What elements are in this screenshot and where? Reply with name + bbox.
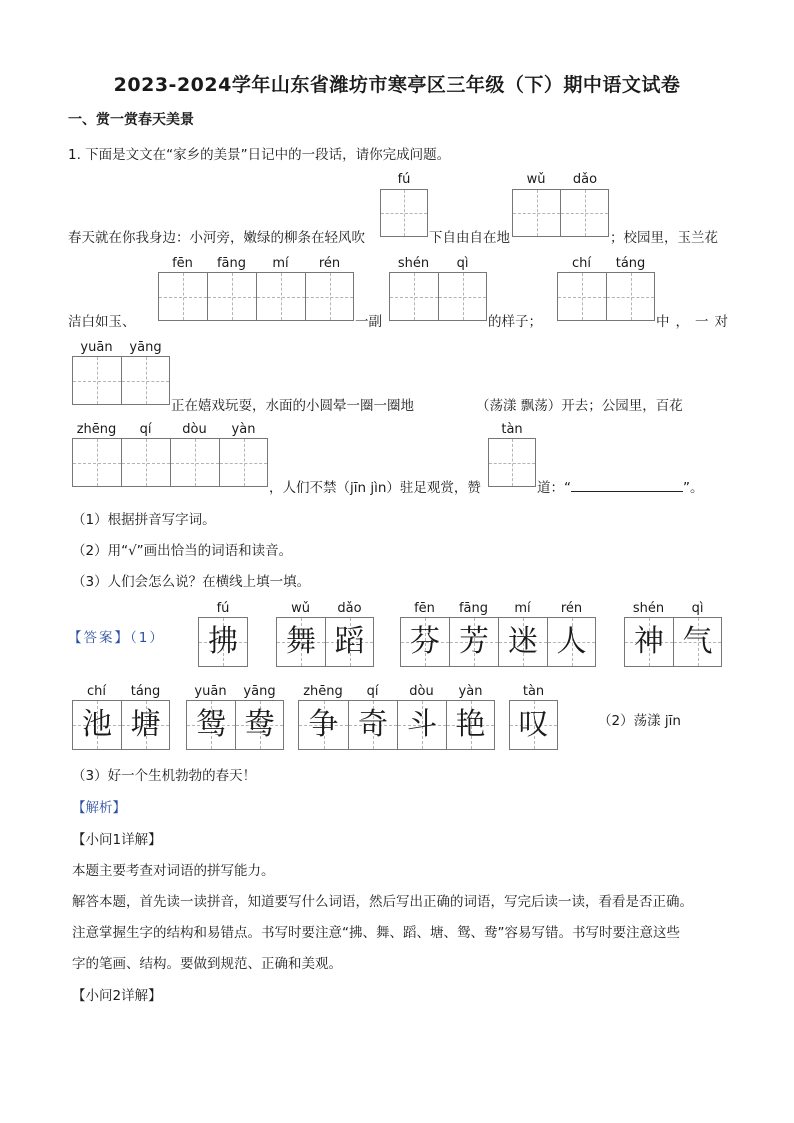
pinyin-label: yuān: [80, 340, 113, 355]
pinyin-label: fāng: [216, 256, 247, 271]
pinyin-label: yàn: [458, 684, 483, 699]
analysis-paragraph: 本题主要考查对词语的拼写能力。: [72, 863, 275, 879]
passage-text: 洁白如玉、: [68, 314, 136, 330]
pinyin-label: mí: [272, 256, 289, 271]
tian-grid-box[interactable]: [606, 272, 655, 321]
pinyin-label: shén: [632, 601, 665, 616]
question-prompt: 1. 下面是文文在“家乡的美景”日记中的一段话，请你完成问题。: [68, 147, 451, 163]
section-heading: 一、赏一赏春天美景: [68, 112, 194, 128]
analysis-subheading: 【小问2详解】: [72, 988, 162, 1004]
pinyin-label: wǔ: [291, 601, 310, 616]
answer-char-box: 池: [72, 700, 122, 750]
answer-char-box: 神: [624, 617, 674, 667]
answer-char-box: 人: [547, 617, 596, 667]
answer-char-box: 蹈: [325, 617, 374, 667]
passage-text: 的样子；: [488, 314, 542, 330]
tian-grid-box[interactable]: [256, 272, 306, 321]
tian-grid-box[interactable]: [121, 438, 171, 487]
pinyin-label: fú: [397, 172, 411, 187]
analysis-subheading: 【小问1详解】: [72, 832, 162, 848]
sub-question: （2）用“√”画出恰当的词语和读音。: [72, 543, 293, 559]
pinyin-label: dǎo: [337, 601, 362, 616]
passage-text: 下自由自在地: [429, 230, 510, 246]
passage-text: 中，一对: [656, 314, 734, 330]
pinyin-label: zhēng: [76, 422, 117, 437]
pinyin-label: zhēng: [303, 684, 343, 699]
pinyin-label: fēn: [172, 256, 193, 271]
tian-grid-box[interactable]: [438, 272, 487, 321]
answer-char-box: 芬: [400, 617, 450, 667]
analysis-label: 【解析】: [72, 800, 126, 816]
answer-char-box: 艳: [446, 700, 495, 750]
tian-grid-box[interactable]: [121, 356, 170, 405]
pinyin-label: dòu: [182, 422, 207, 437]
answer-char-box: 鸳: [186, 700, 236, 750]
pinyin-label: shén: [397, 256, 430, 271]
sub-question: （1）根据拼音写字词。: [72, 512, 216, 528]
answer-char-box: 塘: [121, 700, 170, 750]
pinyin-label: qí: [139, 422, 152, 437]
pinyin-label: fāng: [458, 601, 489, 616]
answer-label: 【答案】（1）: [68, 630, 165, 646]
pinyin-label: wǔ: [526, 172, 546, 187]
pinyin-label: yuān: [194, 684, 227, 699]
pinyin-label: yāng: [243, 684, 276, 699]
tian-grid-box[interactable]: [305, 272, 354, 321]
sub-question: （3）人们会怎么说？在横线上填一填。: [72, 574, 311, 590]
answer-part2: （2）荡漾 jīn: [598, 713, 681, 729]
pinyin-label: táng: [615, 256, 646, 271]
answer-blank-line[interactable]: [571, 479, 683, 492]
tian-grid-box[interactable]: [560, 189, 609, 237]
analysis-paragraph: 字的笔画、结构。要做到规范、正确和美观。: [72, 956, 342, 972]
passage-text: 道：“ ”。: [537, 480, 704, 496]
tian-grid-box[interactable]: [158, 272, 208, 321]
pinyin-label: fú: [216, 601, 230, 616]
tian-grid-box[interactable]: [72, 438, 122, 487]
pinyin-label: tàn: [522, 684, 545, 699]
word-choice-options[interactable]: （荡漾 飘荡）开去；公园里，百花: [476, 398, 683, 414]
pinyin-label: qí: [366, 684, 379, 699]
page-title: 2023-2024学年山东省潍坊市寒亭区三年级（下）期中语文试卷: [113, 74, 681, 96]
tian-grid-box[interactable]: [72, 356, 122, 405]
pinyin-label: qì: [691, 601, 704, 616]
pinyin-label: dòu: [409, 684, 434, 699]
passage-text: ，人们不禁（jīn jìn）驻足观赏，赞: [269, 480, 481, 496]
passage-text: 春天就在你我身边：小河旁，嫩绿的柳条在轻风吹: [68, 230, 365, 246]
answer-char-box: 舞: [276, 617, 326, 667]
answer-char-box: 鸯: [235, 700, 284, 750]
pinyin-label: dǎo: [572, 172, 598, 187]
tian-grid-box[interactable]: [219, 438, 268, 487]
answer-char-box: 气: [673, 617, 722, 667]
pinyin-label: yāng: [129, 340, 162, 355]
answer-char-box: 争: [298, 700, 349, 750]
pinyin-label: qì: [456, 256, 469, 271]
answer-part3: （3）好一个生机勃勃的春天！: [72, 768, 257, 784]
pinyin-label: rén: [560, 601, 583, 616]
answer-char-box: 叹: [509, 700, 558, 750]
pinyin-label: chí: [87, 684, 106, 699]
analysis-paragraph: 注意掌握生字的结构和易错点。书写时要注意“拂、舞、蹈、塘、鸳、鸯”容易写错。书写时要注意这些: [72, 925, 680, 941]
tian-grid-box[interactable]: [488, 438, 536, 487]
answer-char-box: 斗: [397, 700, 447, 750]
pinyin-label: rén: [318, 256, 341, 271]
tian-grid-box[interactable]: [380, 189, 428, 237]
pinyin-label: fēn: [414, 601, 435, 616]
tian-grid-box[interactable]: [557, 272, 607, 321]
pinyin-label: tàn: [501, 422, 523, 437]
tian-grid-box[interactable]: [389, 272, 439, 321]
tian-grid-box[interactable]: [207, 272, 257, 321]
pinyin-label: mí: [514, 601, 531, 616]
passage-text: ；校园里，玉兰花: [610, 230, 718, 246]
answer-char-box: 奇: [348, 700, 398, 750]
answer-char-box: 迷: [498, 617, 548, 667]
analysis-paragraph: 解答本题，首先读一读拼音，知道要写什么词语，然后写出正确的词语，写完后读一读，看看是否正确。: [72, 894, 693, 910]
pinyin-label: chí: [572, 256, 591, 271]
passage-text: 正在嬉戏玩耍，水面的小圆晕一圈一圈地: [171, 398, 414, 414]
answer-char-box: 芳: [449, 617, 499, 667]
passage-text: 一副: [355, 314, 382, 330]
answer-char-box: 拂: [198, 617, 248, 667]
pinyin-label: yàn: [231, 422, 256, 437]
tian-grid-box[interactable]: [512, 189, 561, 237]
pinyin-label: táng: [130, 684, 161, 699]
tian-grid-box[interactable]: [170, 438, 220, 487]
